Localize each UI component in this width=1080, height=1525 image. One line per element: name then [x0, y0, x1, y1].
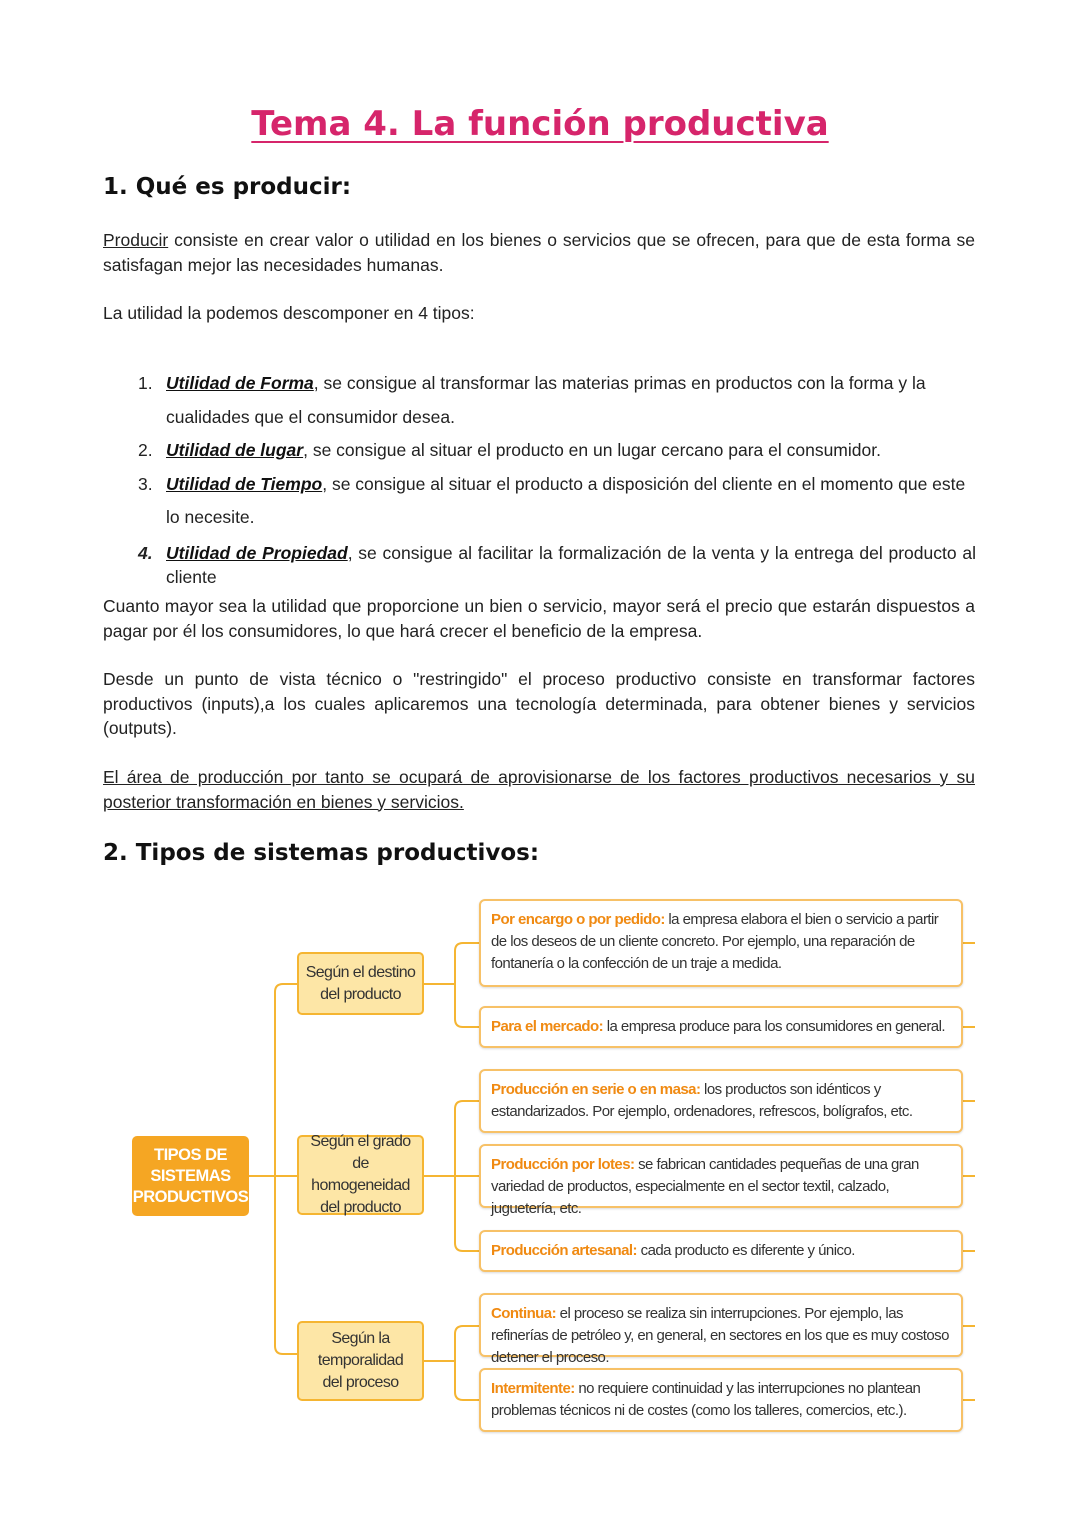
list-number: 2.: [138, 440, 153, 460]
paragraph-production-area: El área de producción por tanto se ocupará de aprovisionarse de los factores productivos necesarios y su posterior transformación en bienes y servicios.: [103, 767, 975, 812]
list-text: , se consigue al facilitar la formalización de la venta y la entrega del producto al cliente: [166, 542, 976, 587]
leaf-text: la empresa elabora el bien o servicio a partir de los deseos de un cliente concreto. Por ejemplo, una reparación de fontanería o la confección de un traje a medida.: [491, 911, 939, 972]
leaf-text: la empresa produce para los consumidores en general.: [603, 1018, 945, 1035]
category-temporalidad: Según la temporalidad del proceso: [297, 1321, 424, 1401]
list-term: Utilidad de Tiempo: [166, 473, 323, 494]
leaf-continua: [479, 1293, 963, 1366]
leaf-lead: Producción por lotes:: [491, 1156, 635, 1173]
connector-cat1-branch: [455, 943, 479, 1027]
leaf-lead: Intermitente:: [491, 1380, 575, 1397]
utility-list: [138, 367, 976, 590]
list-term: Utilidad de Forma: [166, 373, 314, 393]
leaf-lead: Producción en serie o en masa:: [491, 1081, 701, 1098]
leaf-lead: Por encargo o por pedido:: [491, 911, 665, 928]
paragraph-producir: [103, 228, 975, 277]
leaf-produccion-artesanal: [479, 1230, 963, 1272]
list-text: , se consigue al transformar las materias primas en productos con la forma y la cualidades que el consumidor desea.: [166, 373, 926, 427]
leaf-text: cada producto es diferente y único.: [637, 1242, 855, 1259]
list-term: Utilidad de lugar: [166, 440, 304, 460]
list-text: , se consigue al situar el producto a disposición del cliente en el momento que este lo necesite.: [166, 473, 966, 527]
leaf-text: el proceso se realiza sin interrupciones. Por ejemplo, las refinerías de petróleo y, en general, en sectores en los que es muy costoso detener el proceso.: [491, 1305, 949, 1366]
section-heading-1: 1. Qué es producir:: [103, 174, 352, 200]
list-item: [138, 541, 976, 590]
paragraph-producir-text: consiste en crear valor o utilidad en los bienes o servicios que se ofrecen, para que de esta forma se satisfagan mejor las necesidades humanas.: [103, 230, 975, 275]
connector-cat3-branch: [455, 1326, 479, 1400]
section-heading-2: 2. Tipos de sistemas productivos:: [103, 840, 540, 866]
list-term: Utilidad de Propiedad: [166, 542, 348, 563]
list-number: 4.: [138, 542, 153, 563]
leaf-produccion-lotes: [479, 1144, 963, 1217]
category-homogeneidad: Según el grado de homogeneidad del producto: [297, 1135, 424, 1215]
category-destino: Según el destino del producto: [297, 952, 424, 1015]
paragraph-technical: Desde un punto de vista técnico o "restringido" el proceso productivo consiste en transformar factores productivos (inputs),a los cuales aplicaremos una tecnología determinada, para obtener bienes y servicios (outputs).: [103, 669, 975, 738]
page-title: Tema 4. La función productiva: [251, 104, 829, 144]
connector-root-branch: [275, 984, 297, 1354]
paragraph-price: Cuanto mayor sea la utilidad que proporcione un bien o servicio, mayor será el precio que estarán dispuestos a pagar por él los consumidores, lo que hará crecer el beneficio de la empresa.: [103, 596, 975, 641]
leaf-text: los productos son idénticos y estandarizados. Por ejemplo, ordenadores, refrescos, bolígrafos, etc.: [491, 1081, 913, 1120]
term-producir: Producir: [103, 230, 169, 250]
leaf-produccion-serie: [479, 1069, 963, 1133]
diagram-root-box: TIPOS DE SISTEMAS PRODUCTIVOS: [132, 1136, 249, 1216]
paragraph-utility-intro: La utilidad la podemos descomponer en 4 tipos:: [103, 303, 475, 323]
production-systems-diagram: [0, 890, 1080, 1450]
list-number: 1.: [138, 373, 153, 393]
list-item: [138, 468, 976, 535]
leaf-lead: Para el mercado:: [491, 1018, 604, 1035]
leaf-intermitente: [479, 1368, 963, 1432]
list-text: , se consigue al situar el producto en un lugar cercano para el consumidor.: [303, 440, 881, 460]
list-item: [138, 367, 976, 434]
leaf-text: no requiere continuidad y las interrupciones no plantean problemas técnicos ni de costes (como los talleres, comercios, etc.).: [491, 1380, 921, 1419]
list-number: 3.: [138, 473, 153, 494]
list-item: [138, 434, 976, 468]
leaf-lead: Continua:: [491, 1305, 557, 1322]
leaf-para-mercado: [479, 1006, 963, 1048]
leaf-text: se fabrican cantidades pequeñas de una gran variedad de productos, especialmente en el sector textil, calzado, juguetería, etc.: [491, 1156, 919, 1217]
leaf-por-encargo: [479, 899, 963, 987]
leaf-lead: Producción artesanal:: [491, 1242, 637, 1259]
